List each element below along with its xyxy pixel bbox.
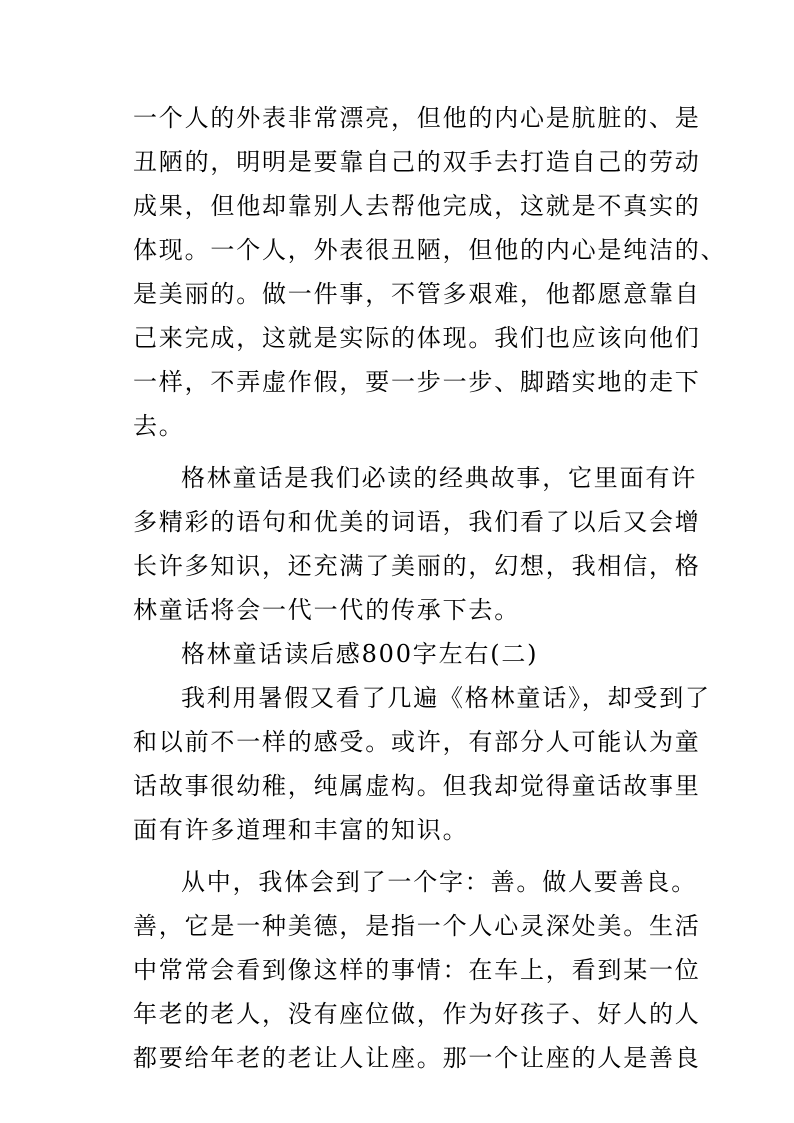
text-line: 一个人的外表非常漂亮，但他的内心是肮脏的、是: [133, 104, 701, 132]
text-line: 体现。一个人，外表很丑陋，但他的内心是纯洁的、: [133, 236, 727, 264]
text-line: 和以前不一样的感受。或许，有部分人可能认为童: [133, 728, 701, 756]
text-line: 长许多知识，还充满了美丽的，幻想，我相信，格: [133, 552, 701, 580]
paragraph-start-line: 格林童话是我们必读的经典故事，它里面有许: [181, 464, 697, 492]
text-line: 丑陋的，明明是要靠自己的双手去打造自己的劳动: [133, 148, 701, 176]
text-line: 面有许多道理和丰富的知识。: [133, 816, 469, 844]
text-line: 年老的老人，没有座位做，作为好孩子、好人的人: [133, 1000, 701, 1028]
text-line: 中常常会看到像这样的事情：在车上，看到某一位: [133, 956, 701, 984]
text-line: 去。: [133, 412, 185, 440]
text-line: 多精彩的语句和优美的词语，我们看了以后又会增: [133, 508, 701, 536]
text-line: 一样，不弄虚作假，要一步一步、脚踏实地的走下: [133, 368, 701, 396]
text-line: 都要给年老的老让人让座。那一个让座的人是善良: [133, 1044, 701, 1072]
section-heading: 格林童话读后感800字左右(二): [181, 640, 539, 668]
paragraph-start-line: 我利用暑假又看了几遍《格林童话》，却受到了: [181, 684, 711, 712]
body-text: [133, 98, 727, 1082]
text-line: 林童话将会一代一代的传承下去。: [133, 596, 520, 624]
text-line: 话故事很幼稚，纯属虚构。但我却觉得童话故事里: [133, 772, 701, 800]
text-line: 善，它是一种美德，是指一个人心灵深处美。生活: [133, 912, 701, 940]
text-line: 成果，但他却靠别人去帮他完成，这就是不真实的: [133, 192, 701, 220]
text-line: 己来完成，这就是实际的体现。我们也应该向他们: [133, 324, 701, 352]
text-line: 是美丽的。做一件事，不管多艰难，他都愿意靠自: [133, 280, 701, 308]
paragraph-start-line: 从中，我体会到了一个字：善。做人要善良。: [181, 868, 697, 896]
